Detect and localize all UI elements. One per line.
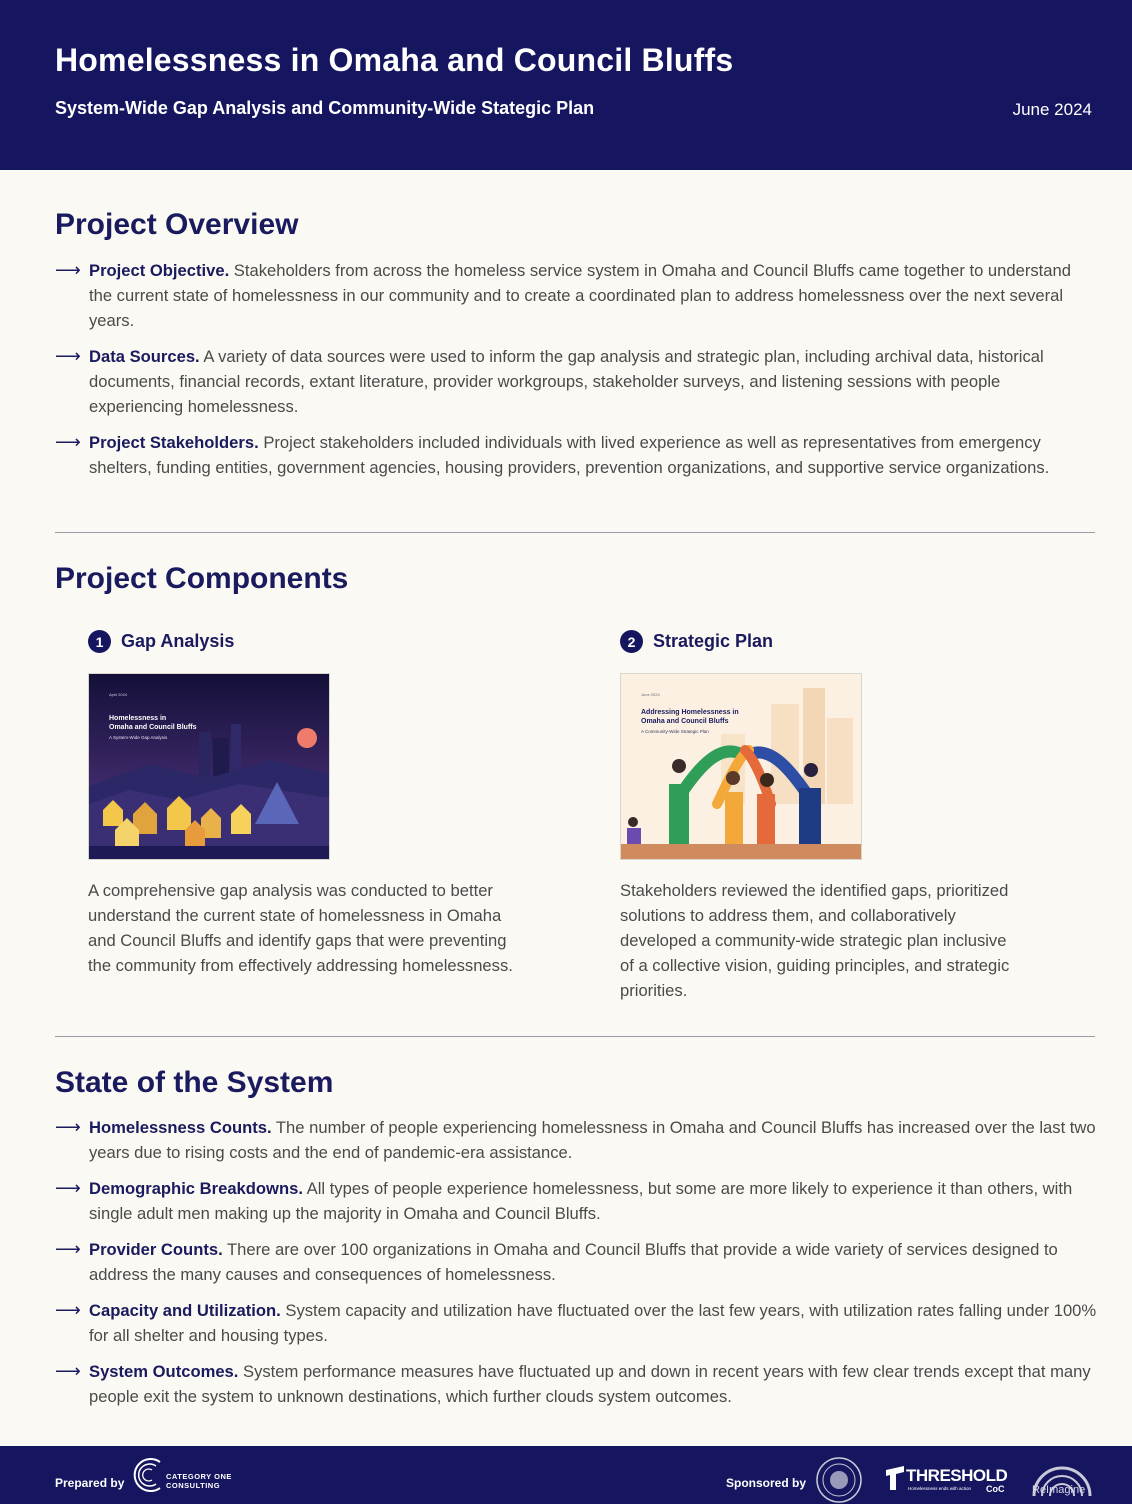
item-text: The number of people experiencing homelessness in Omaha and Council Bluffs has increased over the last two years due to rising costs and the end of pandemic-era assistance. bbox=[89, 1118, 1096, 1162]
item-lead: System Outcomes. bbox=[89, 1362, 239, 1381]
cover-subtitle: A System-Wide Gap Analysis bbox=[109, 735, 168, 740]
arrow-right-icon: ⟶ bbox=[55, 1239, 81, 1259]
cover-title-line-2: Omaha and Council Bluffs bbox=[641, 718, 729, 725]
report-date: June 2024 bbox=[1012, 100, 1092, 119]
logo-line-2: CONSULTING bbox=[166, 1481, 221, 1490]
item-text: There are over 100 organizations in Omaha and Council Bluffs that provide a wide variety of services designed to address the many causes and consequences of homelessness. bbox=[89, 1240, 1058, 1284]
overview-list bbox=[55, 258, 1097, 491]
item-lead: Data Sources. bbox=[89, 347, 200, 366]
item-text: System performance measures have fluctuated up and down in recent years with few clear trends except that many people exit the system to unknown destinations, which further clouds system outcomes. bbox=[89, 1362, 1091, 1406]
arrow-right-icon: ⟶ bbox=[55, 1361, 81, 1381]
people-connecting-illustration bbox=[621, 674, 862, 860]
strategic-plan-label: Strategic Plan bbox=[653, 631, 774, 651]
item-lead: Homelessness Counts. bbox=[89, 1118, 272, 1137]
list-item bbox=[55, 1115, 1097, 1165]
list-item bbox=[55, 258, 1097, 333]
item-lead: Capacity and Utilization. bbox=[89, 1301, 281, 1320]
page-subtitle: System-Wide Gap Analysis and Community-Wide Stategic Plan bbox=[55, 98, 595, 118]
overview-heading: Project Overview bbox=[55, 208, 299, 241]
section-divider bbox=[55, 532, 1095, 533]
item-text: Project stakeholders included individuals with lived experience as well as representatives from emergency shelters, funding entities, government agencies, housing providers, prevention organizations, and supportive service organizations. bbox=[89, 433, 1050, 477]
threshold-coc-text: CoC bbox=[986, 1484, 1005, 1494]
reimagine-logo-text: ReImagine bbox=[1032, 1484, 1086, 1496]
threshold-logo-icon bbox=[884, 1464, 906, 1492]
cover-date: April 2024 bbox=[109, 692, 128, 697]
item-lead: Project Objective. bbox=[89, 261, 230, 280]
city-seal-icon bbox=[815, 1456, 863, 1504]
item-lead: Project Stakeholders. bbox=[89, 433, 259, 452]
arrow-right-icon: ⟶ bbox=[55, 346, 81, 366]
cover-subtitle: A Community-Wide Strategic Plan bbox=[641, 729, 709, 734]
strategic-plan-cover-image bbox=[620, 673, 862, 860]
strategic-plan-title bbox=[620, 630, 773, 653]
page-footer bbox=[0, 1446, 1132, 1504]
item-text: All types of people experience homelessness, but some are more likely to experience it than others, with single adult men making up the majority in Omaha and Council Bluffs. bbox=[89, 1179, 1073, 1223]
logo-line-1: CATEGORY ONE bbox=[166, 1472, 232, 1481]
sponsored-by-label: Sponsored by bbox=[726, 1476, 807, 1490]
arrow-right-icon: ⟶ bbox=[55, 1300, 81, 1320]
gap-analysis-description: A comprehensive gap analysis was conducted to better understand the current state of homelessness in Omaha and Council Bluffs and identify gaps that were preventing the community from effectively addressing homelessness. bbox=[88, 881, 513, 975]
night-city-illustration bbox=[89, 674, 330, 860]
system-heading: State of the System bbox=[55, 1066, 334, 1099]
arrow-right-icon: ⟶ bbox=[55, 432, 81, 452]
page-header bbox=[0, 0, 1132, 170]
cover-title-line-2: Omaha and Council Bluffs bbox=[109, 724, 197, 731]
components-heading: Project Components bbox=[55, 562, 349, 595]
arrow-right-icon: ⟶ bbox=[55, 1117, 81, 1137]
threshold-tagline: Homelessness ends with action bbox=[908, 1486, 972, 1491]
number-badge: 2 bbox=[620, 630, 643, 653]
section-divider bbox=[55, 1036, 1095, 1037]
list-item bbox=[55, 344, 1097, 419]
prepared-by-label: Prepared by bbox=[55, 1476, 125, 1490]
item-text: Stakeholders from across the homeless service system in Omaha and Council Bluffs came together to understand the current state of homelessness in our community and to create a coordinated plan to address homelessness over the next several years. bbox=[89, 261, 1071, 330]
list-item bbox=[55, 1359, 1097, 1409]
threshold-logo-text: THRESHOLD bbox=[906, 1466, 1008, 1485]
item-lead: Provider Counts. bbox=[89, 1240, 223, 1259]
system-list bbox=[55, 1115, 1097, 1420]
gap-analysis-cover-image bbox=[88, 673, 330, 860]
cover-date: June 2024 bbox=[641, 692, 660, 697]
list-item bbox=[55, 1176, 1097, 1226]
item-lead: Demographic Breakdowns. bbox=[89, 1179, 303, 1198]
cover-title-line-1: Homelessness in bbox=[109, 715, 167, 722]
gap-analysis-title bbox=[88, 630, 234, 653]
category-one-logo-text bbox=[166, 1472, 232, 1490]
gap-analysis-label: Gap Analysis bbox=[121, 631, 235, 651]
arrow-right-icon: ⟶ bbox=[55, 1178, 81, 1198]
number-badge: 1 bbox=[88, 630, 111, 653]
list-item bbox=[55, 1298, 1097, 1348]
arrow-right-icon: ⟶ bbox=[55, 260, 81, 280]
page-title: Homelessness in Omaha and Council Bluffs bbox=[55, 42, 734, 78]
item-text: A variety of data sources were used to inform the gap analysis and strategic plan, including archival data, historical documents, financial records, extant literature, provider workgroups, stakeholder surveys, and listening sessions with people experiencing homelessness. bbox=[89, 347, 1044, 416]
list-item bbox=[55, 1237, 1097, 1287]
category-one-logo-icon bbox=[130, 1454, 170, 1496]
strategic-plan-description: Stakeholders reviewed the identified gaps, prioritized solutions to address them, and collaboratively developed a community-wide strategic plan inclusive of a collective vision, guiding principles, and strategic priorities. bbox=[620, 881, 1010, 1000]
cover-title-line-1: Addressing Homelessness in bbox=[641, 709, 739, 716]
item-text: System capacity and utilization have fluctuated over the last few years, with utilization rates falling under 100% for all shelter and housing types. bbox=[89, 1301, 1097, 1345]
list-item bbox=[55, 430, 1097, 480]
